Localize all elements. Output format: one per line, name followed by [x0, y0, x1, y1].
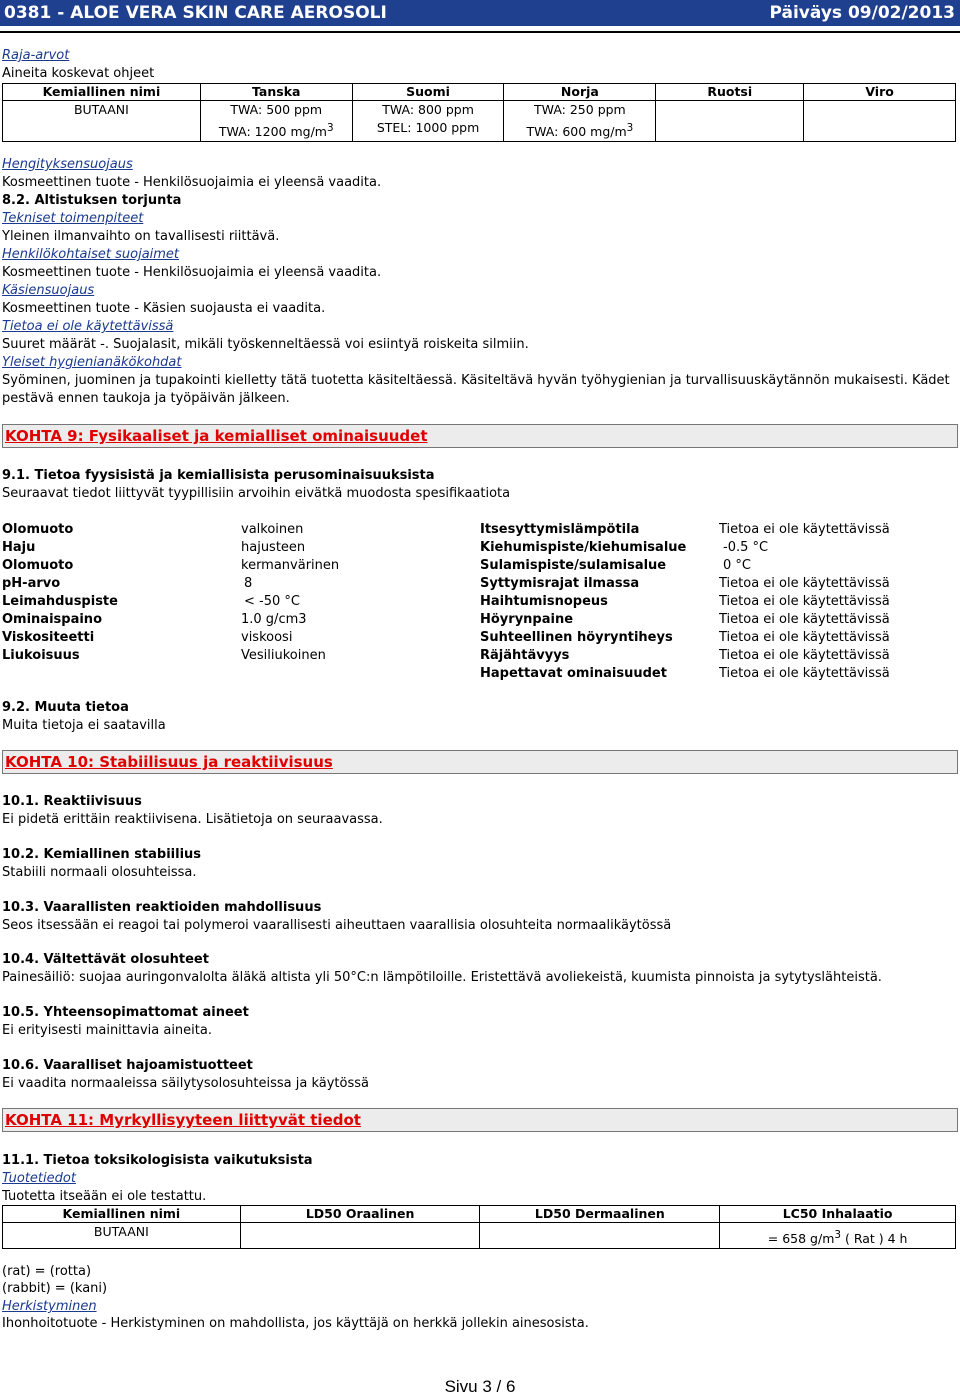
lc50-unit: ( Rat ) 4 h	[841, 1231, 908, 1247]
limits-title: Raja-arvot	[2, 48, 70, 63]
chemical-name-cell	[3, 101, 201, 142]
hygiene-text-2: pestävä ennen taukoja ja työpäivän jälkeen.	[2, 391, 290, 406]
property-value: valkoinen	[241, 522, 304, 537]
column-header: LD50 Oraalinen	[240, 1206, 480, 1223]
section-9-1-intro: Seuraavat tiedot liittyvät tyypillisiin arvoihin eivätkä muodosta spesifikaatiota	[2, 486, 511, 501]
section-9-2-title: 9.2. Muuta tietoa	[2, 700, 129, 715]
property-label: Kiehumispiste/kiehumisalue	[480, 540, 687, 555]
document-title: 0381 - ALOE VERA SKIN CARE AEROSOLI	[4, 3, 387, 23]
superscript: 3	[834, 1229, 841, 1241]
section-10-3-title: 10.3. Vaarallisten reaktioiden mahdollisuus	[2, 900, 322, 915]
denmark-value	[201, 119, 352, 141]
superscript: 3	[326, 122, 334, 134]
exposure-title: 8.2. Altistuksen torjunta	[2, 193, 182, 208]
column-header: Norja	[504, 84, 656, 101]
not-available-text: Suuret määrät -. Suojalasit, mikäli työskenneltäessä voi esiintyä roiskeita silmiin.	[2, 337, 529, 352]
property-label: Höyrynpaine	[480, 612, 574, 627]
section-11-heading-text: KOHTA 11: Myrkyllisyyteen liittyvät tiedot	[5, 1111, 361, 1129]
respiratory-title: Hengityksensuojaus	[2, 157, 133, 172]
norway-value	[504, 119, 655, 141]
property-value: Tietoa ei ole käytettävissä	[719, 576, 890, 591]
section-9-1-title: 9.1. Tietoa fyysisistä ja kemiallisista perusominaisuuksista	[2, 468, 435, 483]
section-10-3-text: Seos itsessään ei reagoi tai polymeroi vaarallisesti aiheuttaen vaarallisia olosuhteita normaalikäytössä	[2, 918, 672, 933]
column-header: Ruotsi	[656, 84, 804, 101]
rabbit-legend: (rabbit) = (kani)	[2, 1281, 108, 1296]
table-row	[3, 1223, 956, 1249]
ld50-oral-cell	[240, 1223, 480, 1249]
property-label: Haihtumisnopeus	[480, 594, 608, 609]
sensitization-title: Herkistyminen	[2, 1299, 97, 1314]
section-10-6-text: Ei vaadita normaaleissa säilytysolosuhteissa ja käytössä	[2, 1076, 369, 1091]
section-10-1-text: Ei pidetä erittäin reaktiivisena. Lisätietoja on seuraavassa.	[2, 812, 383, 827]
property-value: 0 °C	[723, 558, 751, 573]
finland-value: STEL: 1000 ppm	[376, 120, 480, 135]
document-date: Päiväys 09/02/2013	[769, 3, 955, 23]
property-value: < -50 °C	[244, 594, 300, 609]
page-number: Sivu 3 / 6	[444, 1377, 516, 1396]
section-11-1-title: 11.1. Tietoa toksikologisista vaikutuksista	[2, 1153, 313, 1168]
respiratory-text: Kosmeettinen tuote - Henkilösuojaimia ei yleensä vaadita.	[2, 175, 382, 190]
column-header: Tanska	[200, 84, 352, 101]
table-header-row	[3, 84, 956, 101]
norway-cell	[504, 101, 656, 142]
section-10-1-title: 10.1. Reaktiivisuus	[2, 794, 142, 809]
section-10-6-title: 10.6. Vaaralliset hajoamistuotteet	[2, 1058, 253, 1073]
property-label: Itsesyttymislämpötila	[480, 522, 640, 537]
section-9-heading	[2, 424, 958, 448]
denmark-value: TWA: 500 ppm	[230, 102, 323, 117]
section-10-heading	[2, 750, 958, 774]
superscript: 3	[626, 122, 634, 134]
column-header: Suomi	[352, 84, 504, 101]
limits-subtitle: Aineita koskevat ohjeet	[2, 66, 155, 81]
column-header: LD50 Dermaalinen	[480, 1206, 720, 1223]
toxicity-table	[2, 1205, 956, 1249]
section-11-heading	[2, 1108, 958, 1132]
column-header: LC50 Inhalaatio	[720, 1206, 956, 1223]
limits-table	[2, 83, 956, 142]
denmark-cell	[200, 101, 352, 142]
column-header: Kemiallinen nimi	[3, 84, 201, 101]
property-value: -0.5 °C	[723, 540, 769, 555]
chemical-name-cell	[3, 1223, 241, 1249]
hygiene-text-1: Syöminen, juominen ja tupakointi kielletty tätä tuotetta käsiteltäessä. Käsiteltävä hyvän työhygienian ja turvallisuuskäytännön mukaisesti. Kädet	[2, 373, 950, 388]
property-value: 1.0 g/cm3	[241, 612, 307, 627]
property-value: Tietoa ei ole käytettävissä	[719, 594, 890, 609]
section-10-2-title: 10.2. Kemiallinen stabiilius	[2, 847, 202, 862]
column-header: Viro	[804, 84, 956, 101]
technical-title: Tekniset toimenpiteet	[2, 211, 144, 226]
header-divider	[0, 31, 960, 33]
technical-text: Yleinen ilmanvaihto on tavallisesti riittävä.	[2, 229, 280, 244]
property-label: Räjähtävyys	[480, 648, 570, 663]
chemical-name: BUTAANI	[73, 102, 129, 117]
property-label: Liukoisuus	[2, 648, 80, 663]
section-10-heading-text: KOHTA 10: Stabiilisuus ja reaktiivisuus	[5, 753, 333, 771]
property-label: Olomuoto	[2, 522, 74, 537]
table-header-row	[3, 1206, 956, 1223]
section-10-4-title: 10.4. Vältettävät olosuhteet	[2, 952, 209, 967]
lc50-inhalation-cell	[720, 1223, 956, 1249]
product-info-text: Tuotetta itseään ei ole testattu.	[2, 1189, 207, 1204]
hand-text: Kosmeettinen tuote - Käsien suojausta ei vaadita.	[2, 301, 326, 316]
property-label: Haju	[2, 540, 36, 555]
section-10-5-title: 10.5. Yhteensopimattomat aineet	[2, 1005, 249, 1020]
property-label: Olomuoto	[2, 558, 74, 573]
property-label: Leimahduspiste	[2, 594, 118, 609]
property-value: Tietoa ei ole käytettävissä	[719, 630, 890, 645]
document-header	[0, 0, 960, 26]
denmark-value-text: TWA: 1200 mg/m	[218, 124, 327, 140]
personal-text: Kosmeettinen tuote - Henkilösuojaimia ei yleensä vaadita.	[2, 265, 382, 280]
property-label: Ominaispaino	[2, 612, 102, 627]
chemical-name: BUTAANI	[93, 1224, 149, 1239]
hygiene-title: Yleiset hygienianäkökohdat	[2, 355, 182, 370]
table-row	[3, 101, 956, 142]
section-10-4-text: Painesäiliö: suojaa auringonvalolta äläkä altista yli 50°C:n lämpötiloille. Eristettävä avoliekeistä, kuumista pinnoista ja sytytyslähteistä.	[2, 970, 882, 985]
property-label: Viskositeetti	[2, 630, 95, 645]
ld50-dermal-cell	[480, 1223, 720, 1249]
finland-cell	[352, 101, 504, 142]
property-value: Tietoa ei ole käytettävissä	[719, 648, 890, 663]
column-header: Kemiallinen nimi	[3, 1206, 241, 1223]
section-10-5-text: Ei erityisesti mainittavia aineita.	[2, 1023, 212, 1038]
hand-title: Käsiensuojaus	[2, 283, 95, 298]
property-label: Syttymisrajat ilmassa	[480, 576, 640, 591]
section-9-2-text: Muita tietoja ei saatavilla	[2, 718, 166, 733]
property-value: 8	[244, 576, 253, 591]
property-value: viskoosi	[241, 630, 293, 645]
property-value: Tietoa ei ole käytettävissä	[719, 612, 890, 627]
personal-title: Henkilökohtaiset suojaimet	[2, 247, 180, 262]
finland-value: TWA: 800 ppm	[382, 102, 474, 117]
property-value: hajusteen	[241, 540, 306, 555]
property-label: Suhteellinen höyryntiheys	[480, 630, 673, 645]
not-available-title: Tietoa ei ole käytettävissä	[2, 319, 174, 334]
rat-legend: (rat) = (rotta)	[2, 1264, 92, 1279]
property-label: Sulamispiste/sulamisalue	[480, 558, 667, 573]
property-label: pH-arvo	[2, 576, 61, 591]
product-info-title: Tuotetiedot	[2, 1171, 76, 1186]
lc50-value: = 658 g/m	[767, 1231, 835, 1247]
property-value: Tietoa ei ole käytettävissä	[719, 666, 890, 681]
section-9-heading-text: KOHTA 9: Fysikaaliset ja kemialliset ominaisuudet	[5, 427, 428, 445]
sweden-cell	[656, 101, 804, 142]
sensitization-text: Ihonhoitotuote - Herkistyminen on mahdollista, jos käyttäjä on herkkä jollekin ainesosista.	[2, 1316, 589, 1331]
property-value: kermanvärinen	[241, 558, 340, 573]
section-10-2-text: Stabiili normaali olosuhteissa.	[2, 865, 197, 880]
property-value: Vesiliukoinen	[241, 648, 326, 663]
property-value: Tietoa ei ole käytettävissä	[719, 522, 890, 537]
norway-value-text: TWA: 600 mg/m	[526, 124, 627, 140]
property-label: Hapettavat ominaisuudet	[480, 666, 667, 681]
estonia-cell	[804, 101, 956, 142]
norway-value: TWA: 250 ppm	[534, 102, 626, 117]
